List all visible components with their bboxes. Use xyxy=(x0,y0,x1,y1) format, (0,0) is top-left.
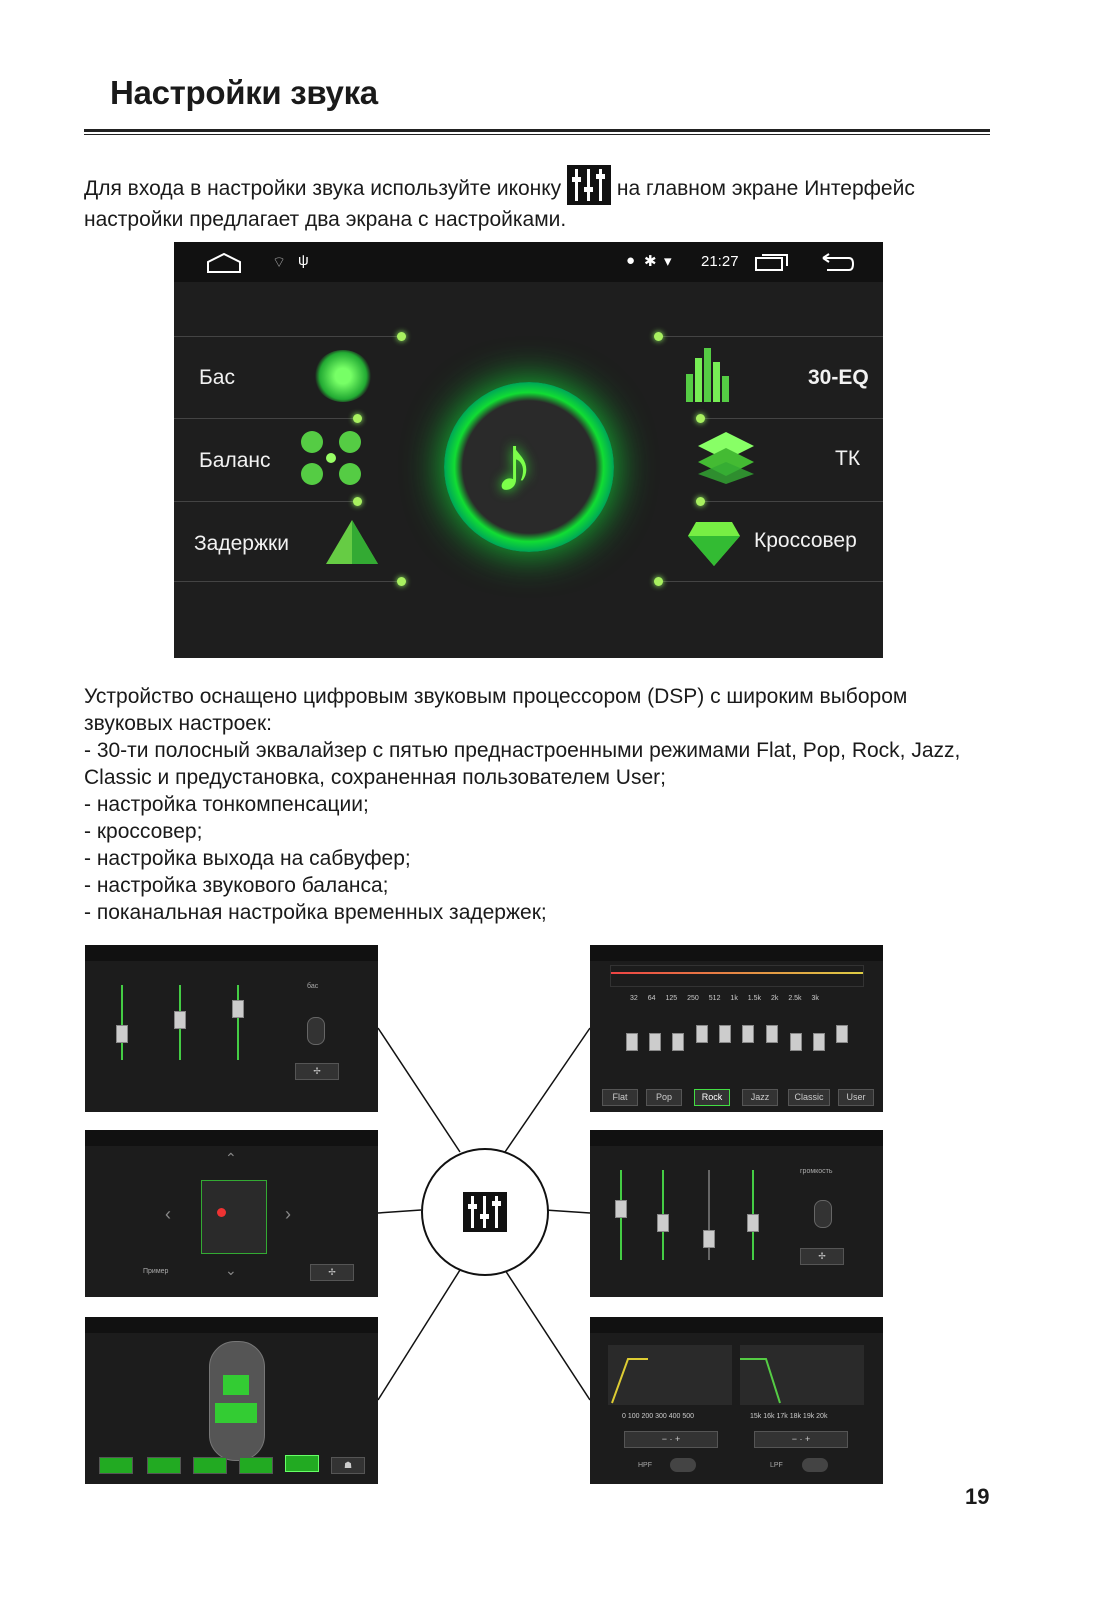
crossover-screen: 0 100 200 300 400 500 15k 16k 17k 18k 19k 20k − · + − · + HPF LPF xyxy=(590,1317,883,1484)
clock: 21:27 xyxy=(701,253,739,270)
car-seats xyxy=(201,1180,267,1254)
usb-icon: ψ xyxy=(298,252,309,269)
chevron-down-icon[interactable]: ⌄ xyxy=(225,1262,237,1278)
bluetooth-icon: ✱ xyxy=(644,253,657,270)
delays-screen xyxy=(85,1317,378,1484)
location-icon: ● xyxy=(626,252,636,269)
settings-button[interactable]: ✢ xyxy=(800,1248,844,1265)
preset-user[interactable]: User xyxy=(838,1089,874,1106)
preset-classic[interactable]: Classic xyxy=(788,1089,830,1106)
music-note-glyph: ♪ xyxy=(494,419,534,508)
lpf-stepper[interactable]: − · + xyxy=(754,1431,848,1448)
balance-screen: ‹ › ⌃ ⌄ Пример ✢ xyxy=(85,1130,378,1297)
page-title: Настройки звука xyxy=(110,74,378,111)
car-icon xyxy=(209,1341,265,1461)
signal-icon: ▾ xyxy=(664,253,672,270)
settings-hub xyxy=(421,1148,549,1276)
toggle[interactable] xyxy=(307,1017,325,1045)
chevron-up-icon[interactable]: ⌃ xyxy=(225,1150,237,1166)
hpf-stepper[interactable]: − · + xyxy=(624,1431,718,1448)
user-icon[interactable]: ☗ xyxy=(331,1457,365,1474)
toggle[interactable] xyxy=(814,1200,832,1228)
lpf-toggle[interactable] xyxy=(802,1458,828,1472)
sound-settings-screenshot: ⌔ ψ ● ✱ ▾ 21:27 ♪ Бас Баланс Задержки 30-EQ ТК Кроссовер xyxy=(174,242,883,658)
eq-screen: 32 64 125 250 512 1k 1.5k 2k 2.5k 3k Flat Pop Rock Jazz Classic User xyxy=(590,945,883,1112)
settings-button[interactable]: ✢ xyxy=(310,1264,354,1281)
crossover-graph xyxy=(608,1345,866,1405)
settings-button[interactable]: ✢ xyxy=(295,1063,339,1080)
tk-screen: громкость ✢ xyxy=(590,1130,883,1297)
chevron-left-icon[interactable]: ‹ xyxy=(165,1204,171,1224)
equalizer-hub-icon xyxy=(463,1192,507,1232)
preset-rock[interactable]: Rock xyxy=(694,1089,730,1106)
preset-flat[interactable]: Flat xyxy=(602,1089,638,1106)
preset-pop[interactable]: Pop xyxy=(646,1089,682,1106)
dsp-description: Устройство оснащено цифровым звуковым процессором (DSP) с широким выбором звуковых настроек: - 30-ти полосный эквалайзер с пятью преднастроенными режимами Flat, Pop, Rock, Jazz, Classic и предустановка, сохраненная пользователем User; - настройка тонкомпенсации; - кроссовер; - настройка выхода на сабвуфер; - настройка звукового баланса; - поканальная настройка временных задержек; xyxy=(84,685,961,924)
balance-point[interactable] xyxy=(217,1208,226,1217)
eq-curve xyxy=(610,965,864,987)
bass-screen: бас ✢ xyxy=(85,945,378,1112)
hpf-toggle[interactable] xyxy=(670,1458,696,1472)
chevron-right-icon[interactable]: › xyxy=(285,1204,291,1224)
intro-paragraph: Для входа в настройки звука используйте иконку на главном экране Интерфейс настройки предлагает два экрана с настройками. xyxy=(84,165,984,234)
preset-jazz[interactable]: Jazz xyxy=(742,1089,778,1106)
page-number: 19 xyxy=(965,1484,990,1509)
wifi-icon: ⌔ xyxy=(272,254,287,271)
